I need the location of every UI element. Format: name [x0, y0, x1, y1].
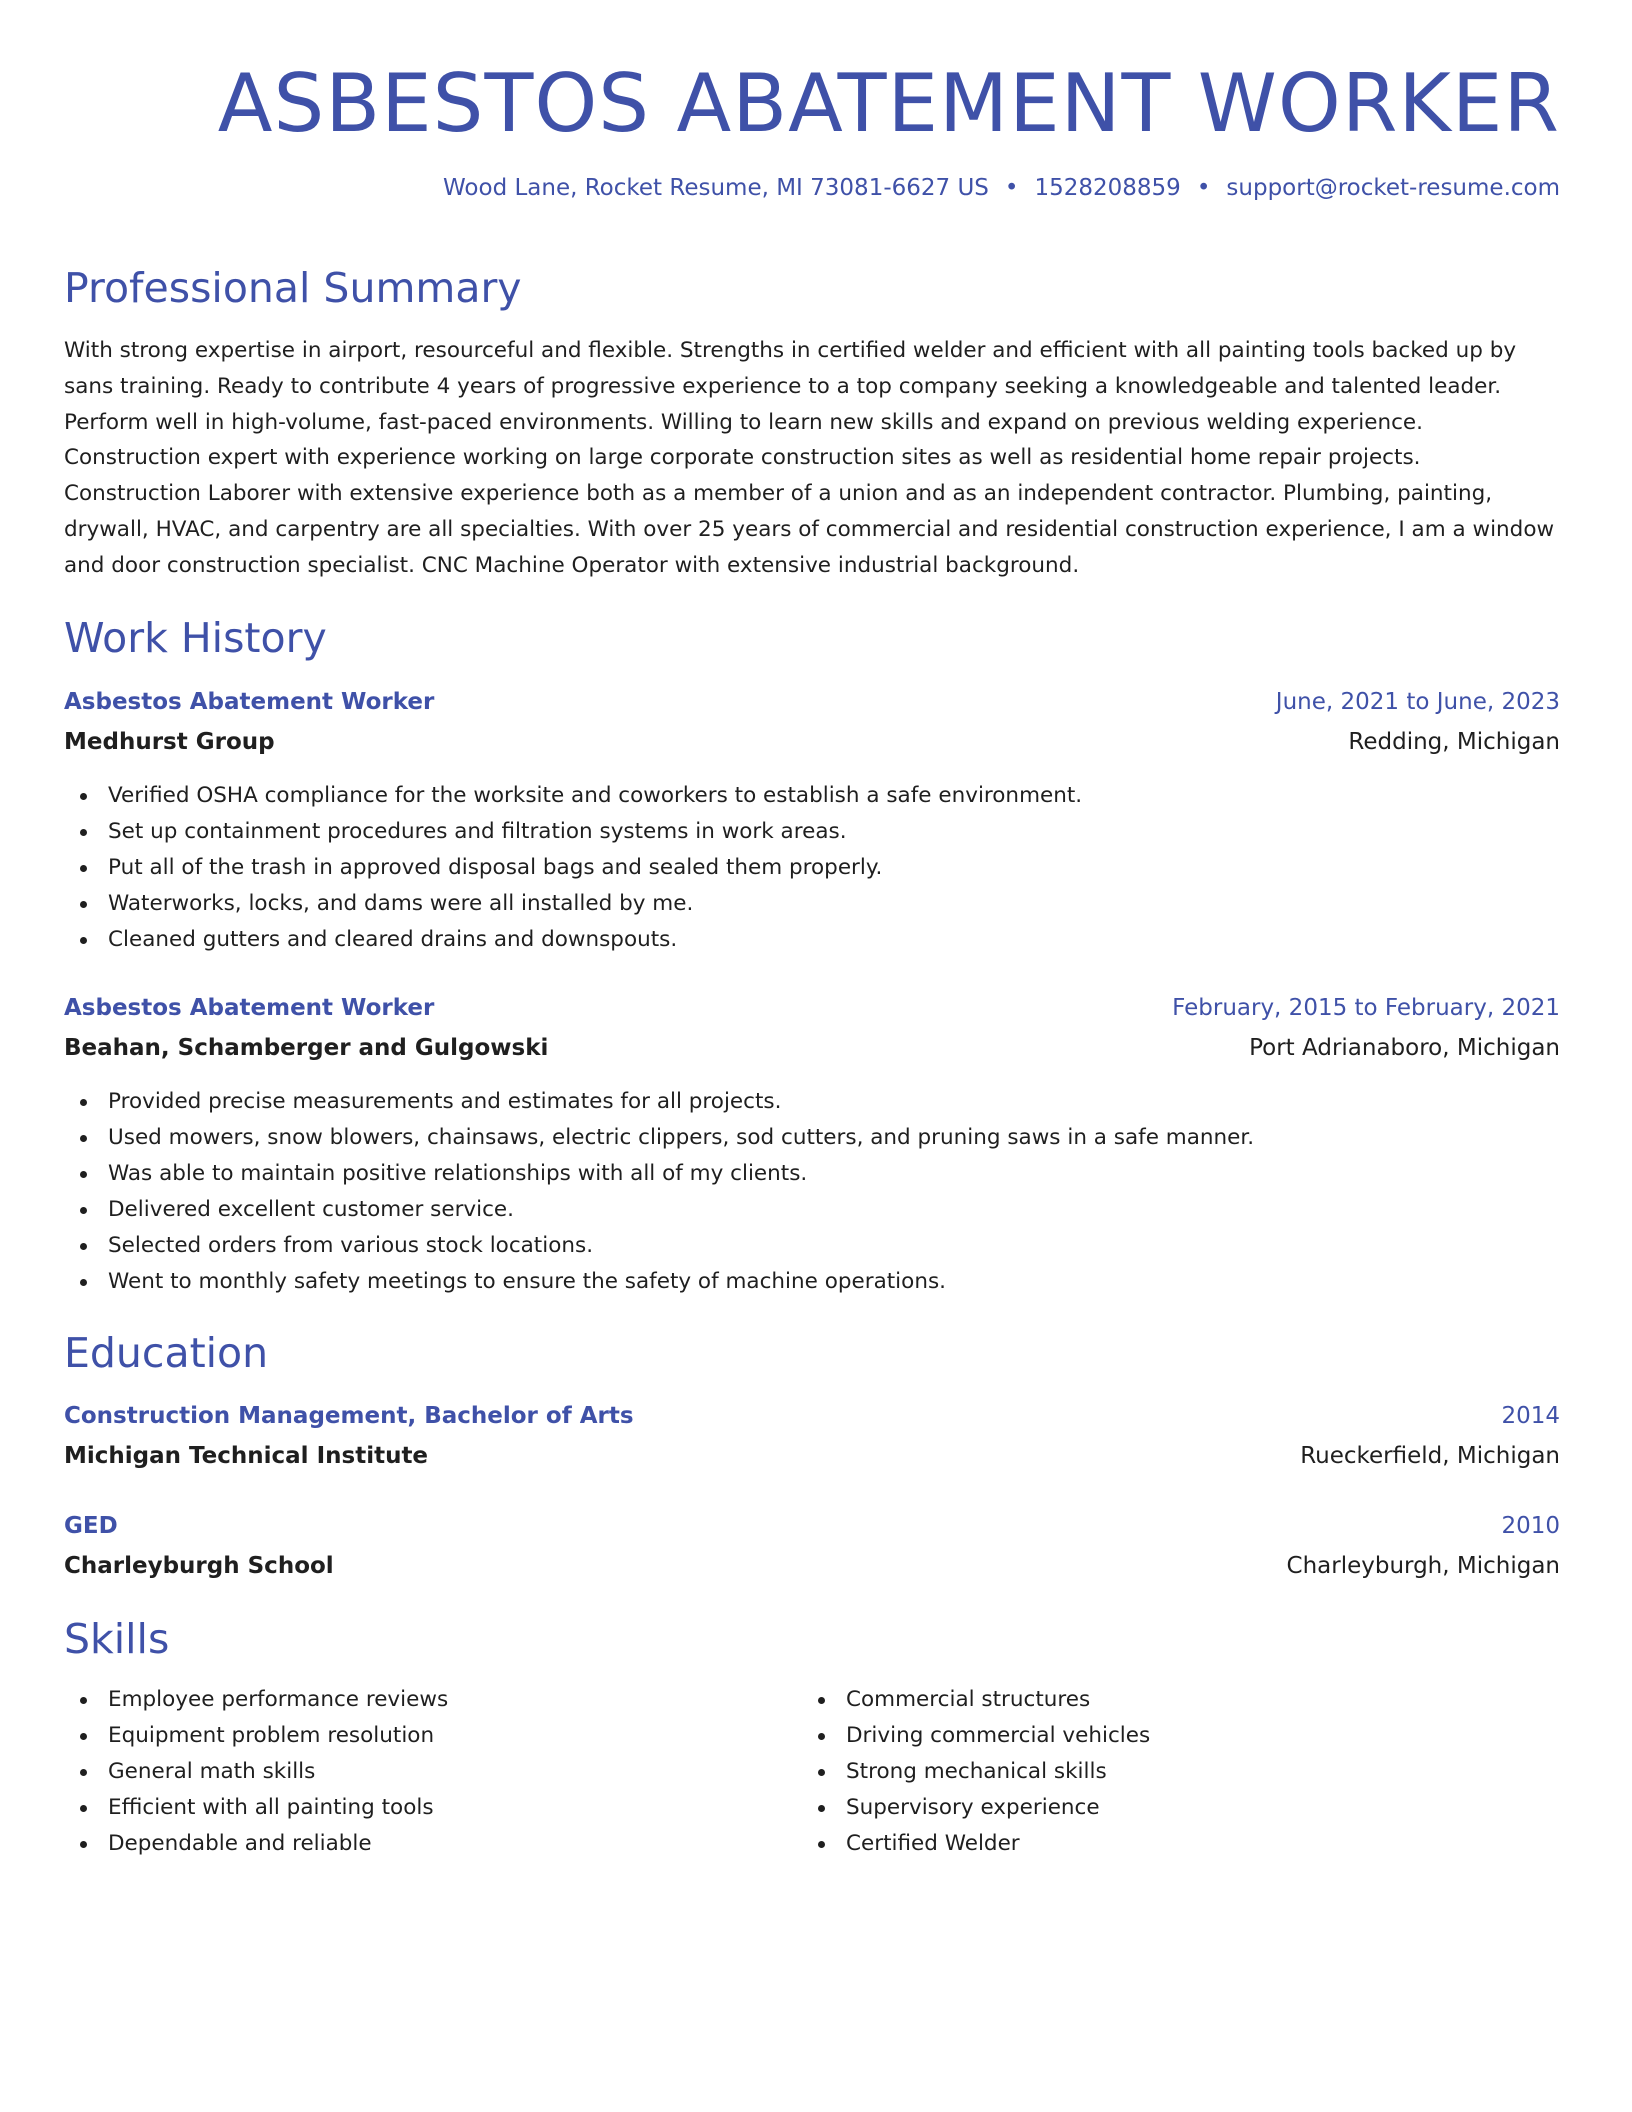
list-item: Went to monthly safety meetings to ensure the safety of machine operations. — [64, 1264, 1560, 1300]
work-entry — [64, 682, 1560, 958]
education-entry — [64, 1506, 1560, 1586]
skills-list — [64, 1682, 802, 1862]
skills-grid — [64, 1682, 1560, 1862]
summary-paragraph: With strong expertise in airport, resourceful and flexible. Strengths in certified welder and efficient with all painting tools backed up by sans training. Ready to contribute 4 years of progressive experience to a top company seeking a knowledgeable and talented leader. Perform well in high-volume, fast-paced environments. Willing to learn new skills and expand on previous welding experience. Construction expert with experience working on large corporate construction sites as well as residential home repair projects. Construction Laborer with extensive experience both as a member of a union and as an independent contractor. Plumbing, painting, drywall, HVAC, and carpentry are all specialties. With over 25 years of commercial and residential construction experience, I am a window and door construction specialist. CNC Machine Operator with extensive industrial background. — [64, 338, 1555, 578]
section-heading-work-history: Work History — [64, 614, 327, 662]
section-heading-education: Education — [64, 1329, 269, 1377]
education-entry — [64, 1396, 1560, 1476]
job-location: Redding, Michigan — [1348, 729, 1560, 755]
job-dates: June, 2021 to June, 2023 — [1275, 689, 1560, 715]
job-title: Asbestos Abatement Worker — [64, 689, 435, 715]
company-name: Beahan, Schamberger and Gulgowski — [64, 1035, 549, 1061]
list-item: Was able to maintain positive relationships with all of my clients. — [64, 1156, 1560, 1192]
skills-list — [802, 1682, 1540, 1862]
list-item: Delivered excellent customer service. — [64, 1192, 1560, 1228]
school-location: Rueckerfield, Michigan — [1300, 1443, 1560, 1469]
skill-item: Dependable and reliable — [64, 1826, 802, 1862]
graduation-year: 2010 — [1501, 1513, 1560, 1539]
skill-item: Certified Welder — [802, 1826, 1540, 1862]
section-heading-summary: Professional Summary — [64, 264, 522, 312]
contact-email: support@rocket-resume.com — [1226, 175, 1560, 201]
skill-item: Driving commercial vehicles — [802, 1718, 1540, 1754]
list-item: Put all of the trash in approved disposal bags and sealed them properly. — [64, 850, 1560, 886]
contact-phone: 1528208859 — [1034, 175, 1181, 201]
list-item: Set up containment procedures and filtration systems in work areas. — [64, 814, 1560, 850]
job-location: Port Adrianaboro, Michigan — [1249, 1035, 1560, 1061]
skill-item: Employee performance reviews — [64, 1682, 802, 1718]
skill-item: Supervisory experience — [802, 1790, 1540, 1826]
contact-separator: • — [1004, 175, 1019, 201]
resume-title: ASBESTOS ABATEMENT WORKER — [217, 57, 1560, 150]
list-item: Used mowers, snow blowers, chainsaws, electric clippers, sod cutters, and pruning saws in a safe manner. — [64, 1120, 1560, 1156]
list-item: Provided precise measurements and estimates for all projects. — [64, 1084, 1560, 1120]
skills-column-right — [802, 1682, 1540, 1862]
work-entry — [64, 988, 1560, 1300]
job-dates: February, 2015 to February, 2021 — [1172, 995, 1560, 1021]
skill-item: Commercial structures — [802, 1682, 1540, 1718]
skills-column-left — [64, 1682, 802, 1862]
degree-name: Construction Management, Bachelor of Arts — [64, 1403, 634, 1429]
job-duties-list — [64, 778, 1560, 958]
contact-address: Wood Lane, Rocket Resume, MI 73081-6627 US — [443, 175, 989, 201]
list-item: Selected orders from various stock locations. — [64, 1228, 1560, 1264]
list-item: Verified OSHA compliance for the worksite and coworkers to establish a safe environment. — [64, 778, 1560, 814]
degree-name: GED — [64, 1513, 118, 1539]
skill-item: Equipment problem resolution — [64, 1718, 802, 1754]
list-item: Waterworks, locks, and dams were all installed by me. — [64, 886, 1560, 922]
resume-page — [64, 0, 1560, 1856]
school-location: Charleyburgh, Michigan — [1286, 1553, 1560, 1579]
graduation-year: 2014 — [1501, 1403, 1560, 1429]
contact-line — [64, 172, 1560, 204]
section-heading-skills: Skills — [64, 1615, 170, 1663]
skill-item: Strong mechanical skills — [802, 1754, 1540, 1790]
skill-item: Efficient with all painting tools — [64, 1790, 802, 1826]
school-name: Michigan Technical Institute — [64, 1443, 429, 1469]
list-item: Cleaned gutters and cleared drains and downspouts. — [64, 922, 1560, 958]
job-duties-list — [64, 1084, 1560, 1300]
school-name: Charleyburgh School — [64, 1553, 334, 1579]
company-name: Medhurst Group — [64, 729, 275, 755]
skill-item: General math skills — [64, 1754, 802, 1790]
job-title: Asbestos Abatement Worker — [64, 995, 435, 1021]
contact-separator: • — [1196, 175, 1211, 201]
